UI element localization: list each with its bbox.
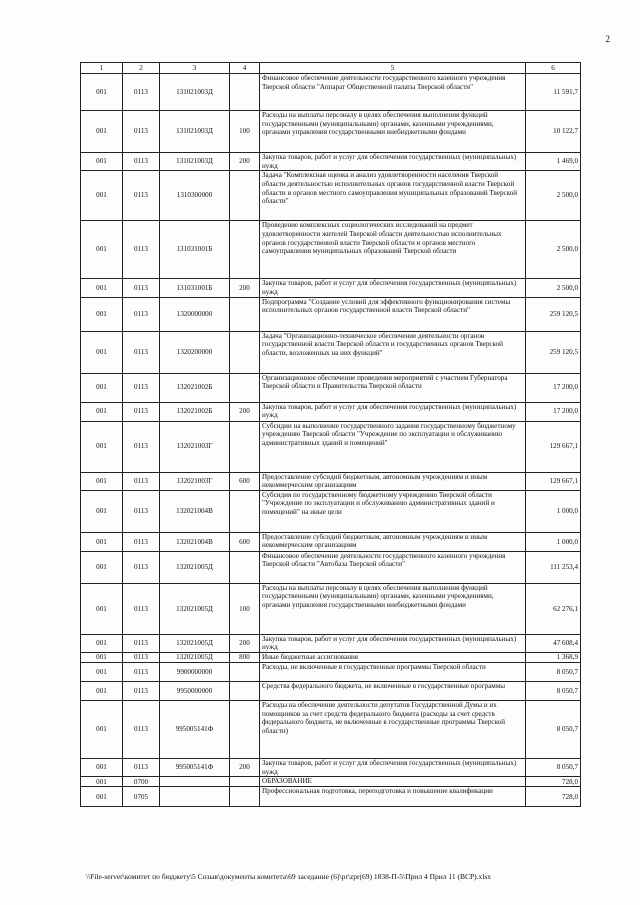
- cell-description: Закупка товаров, работ и услуг для обеспечения государственных (муниципальных) нужд: [260, 634, 526, 652]
- table-row: [81, 634, 581, 652]
- cell-grbs: 001: [81, 153, 123, 171]
- cell-target-article: 1320000000: [160, 297, 230, 331]
- cell-grbs: 001: [81, 297, 123, 331]
- cell-expense-type: 600: [230, 472, 260, 490]
- cell-amount: 129 667,1: [526, 421, 581, 472]
- table-row: [81, 421, 581, 472]
- cell-expense-type: [230, 663, 260, 682]
- cell-grbs: 001: [81, 373, 123, 402]
- table-row: [81, 402, 581, 421]
- col-header-6: 6: [526, 63, 581, 74]
- cell-grbs: 001: [81, 421, 123, 472]
- cell-description: Расходы на выплаты персоналу в целях обеспечения выполнения функций государственными (муниципальными) органами, казенными учреждениями, органами управления государственными внебюджетными фондами: [260, 583, 526, 634]
- cell-target-article: 132021005Д: [160, 551, 230, 583]
- cell-expense-type: [230, 777, 260, 787]
- cell-description: Закупка товаров, работ и услуг для обеспечения государственных (муниципальных) нужд: [260, 759, 526, 777]
- cell-amount: 259 120,5: [526, 331, 581, 373]
- cell-description: Средства федерального бюджета, не включенные в государственные программы: [260, 682, 526, 701]
- cell-amount: 728,0: [526, 777, 581, 787]
- cell-expense-type: 600: [230, 532, 260, 551]
- cell-expense-type: [230, 373, 260, 402]
- table-row: [81, 331, 581, 373]
- cell-target-article: 132021005Д: [160, 653, 230, 663]
- table-row: [81, 297, 581, 331]
- cell-description: Расходы на выплаты персоналу в целях обеспечения выполнения функций государственными (муниципальными) органами, казенными учреждениями, органами управления государственными внебюджетными фондами: [260, 111, 526, 153]
- cell-grbs: 001: [81, 171, 123, 221]
- cell-amount: 2 500,0: [526, 171, 581, 221]
- cell-target-article: 995005141Ф: [160, 759, 230, 777]
- cell-amount: 1 000,0: [526, 490, 581, 532]
- cell-section: 0113: [123, 653, 160, 663]
- cell-target-article: 132021003Г: [160, 421, 230, 472]
- cell-target-article: [160, 787, 230, 807]
- cell-grbs: 001: [81, 759, 123, 777]
- cell-description: Финансовое обеспечение деятельности государственного казенного учреждения Тверской области "Автобаза Тверской области": [260, 551, 526, 583]
- cell-grbs: 001: [81, 634, 123, 652]
- cell-description: Предоставление субсидий бюджетным, автономным учреждениям и иным некоммерческим организациям: [260, 532, 526, 551]
- cell-section: 0705: [123, 787, 160, 807]
- cell-target-article: 132021002Б: [160, 373, 230, 402]
- cell-expense-type: 100: [230, 583, 260, 634]
- cell-description: Предоставление субсидий бюджетным, автономным учреждениям и иным некоммерческим организациям: [260, 472, 526, 490]
- cell-amount: 8 050,7: [526, 663, 581, 682]
- cell-section: 0113: [123, 759, 160, 777]
- table-row: [81, 279, 581, 297]
- table-row: [81, 759, 581, 777]
- table-row: [81, 653, 581, 663]
- cell-grbs: 001: [81, 787, 123, 807]
- cell-description: Финансовое обеспечение деятельности государственного казенного учреждения Тверской области "Аппарат Общественной палаты Тверской области": [260, 74, 526, 111]
- cell-expense-type: [230, 421, 260, 472]
- cell-section: 0113: [123, 634, 160, 652]
- col-header-4: 4: [230, 63, 260, 74]
- cell-amount: 2 500,0: [526, 221, 581, 279]
- cell-section: 0113: [123, 472, 160, 490]
- cell-grbs: 001: [81, 490, 123, 532]
- cell-grbs: 001: [81, 532, 123, 551]
- cell-target-article: 1310300000: [160, 171, 230, 221]
- cell-section: 0113: [123, 331, 160, 373]
- cell-grbs: 001: [81, 583, 123, 634]
- cell-section: 0113: [123, 551, 160, 583]
- cell-target-article: 131021003Д: [160, 153, 230, 171]
- cell-target-article: [160, 777, 230, 787]
- cell-amount: 1 000,0: [526, 532, 581, 551]
- cell-grbs: 001: [81, 682, 123, 701]
- cell-amount: 111 253,4: [526, 551, 581, 583]
- cell-expense-type: [230, 221, 260, 279]
- cell-expense-type: [230, 331, 260, 373]
- cell-section: 0113: [123, 701, 160, 759]
- table-row: [81, 777, 581, 787]
- cell-section: 0113: [123, 532, 160, 551]
- cell-section: 0113: [123, 153, 160, 171]
- cell-section: 0113: [123, 682, 160, 701]
- table-row: [81, 111, 581, 153]
- footer-file-path: \\File-server\комитет по бюджету\5 Созыв\документы комитета\69 заседание (6)\pr\zpr(69) 1838-П-5\Прил 4 Прил 11 (ВСР).xlsx: [86, 872, 492, 881]
- cell-grbs: 001: [81, 653, 123, 663]
- cell-expense-type: 200: [230, 279, 260, 297]
- table-row: [81, 787, 581, 807]
- cell-section: 0113: [123, 402, 160, 421]
- table-row: [81, 74, 581, 111]
- cell-description: Закупка товаров, работ и услуг для обеспечения государственных (муниципальных) нужд: [260, 402, 526, 421]
- cell-section: 0113: [123, 421, 160, 472]
- cell-section: 0113: [123, 279, 160, 297]
- cell-expense-type: 200: [230, 634, 260, 652]
- cell-target-article: 132021004В: [160, 490, 230, 532]
- cell-amount: 8 050,7: [526, 759, 581, 777]
- cell-amount: 17 200,0: [526, 373, 581, 402]
- cell-description: Задача "Комплексная оценка и анализ удовлетворенности населения Тверской области деятельностью исполнительных органов государственной власти Тверской области и органов местного самоуправления муниципальных образований Тверской области": [260, 171, 526, 221]
- cell-amount: 47 608,4: [526, 634, 581, 652]
- cell-grbs: 001: [81, 111, 123, 153]
- cell-description: Профессиональная подготовка, переподготовка и повышение квалификации: [260, 787, 526, 807]
- table-row: [81, 490, 581, 532]
- cell-description: Расходы, не включенные в государственные программы Тверской области: [260, 663, 526, 682]
- table-header-row: [81, 63, 581, 74]
- cell-amount: 129 667,1: [526, 472, 581, 490]
- budget-table: [80, 62, 581, 807]
- cell-expense-type: [230, 171, 260, 221]
- table-row: [81, 171, 581, 221]
- cell-target-article: 995005141Ф: [160, 701, 230, 759]
- cell-target-article: 9900000000: [160, 663, 230, 682]
- cell-expense-type: [230, 297, 260, 331]
- cell-description: Закупка товаров, работ и услуг для обеспечения государственных (муниципальных) нужд: [260, 153, 526, 171]
- col-header-1: 1: [81, 63, 123, 74]
- cell-target-article: 9950000000: [160, 682, 230, 701]
- cell-grbs: 001: [81, 402, 123, 421]
- cell-grbs: 001: [81, 701, 123, 759]
- cell-section: 0113: [123, 221, 160, 279]
- cell-expense-type: 800: [230, 653, 260, 663]
- cell-expense-type: [230, 490, 260, 532]
- cell-expense-type: [230, 551, 260, 583]
- cell-amount: 10 122,7: [526, 111, 581, 153]
- cell-amount: 728,0: [526, 787, 581, 807]
- cell-expense-type: [230, 74, 260, 111]
- table-row: [81, 551, 581, 583]
- cell-description: Проведение комплексных социологических исследований на предмет удовлетворенности жителей Тверской области деятельностью исполнительных органов государственной власти Тверской области и органов местного самоуправления муниципальных образований Тверской области: [260, 221, 526, 279]
- col-header-3: 3: [160, 63, 230, 74]
- cell-grbs: 001: [81, 74, 123, 111]
- page-number: 2: [605, 34, 610, 44]
- cell-amount: 8 050,7: [526, 701, 581, 759]
- cell-expense-type: [230, 682, 260, 701]
- cell-section: 0113: [123, 490, 160, 532]
- cell-target-article: 131021003Д: [160, 74, 230, 111]
- cell-description: Задача "Организационно-техническое обеспечение деятельности органов государственной власти Тверской области и государственных органов Тверской области, возложенных на них функций": [260, 331, 526, 373]
- table-row: [81, 682, 581, 701]
- cell-section: 0113: [123, 74, 160, 111]
- cell-description: Иные бюджетные ассигнования: [260, 653, 526, 663]
- col-header-2: 2: [123, 63, 160, 74]
- cell-section: 0113: [123, 583, 160, 634]
- table-row: [81, 583, 581, 634]
- cell-target-article: 131021003Д: [160, 111, 230, 153]
- cell-target-article: 132021003Г: [160, 472, 230, 490]
- cell-amount: 8 050,7: [526, 682, 581, 701]
- cell-grbs: 001: [81, 331, 123, 373]
- cell-target-article: 131031001Б: [160, 221, 230, 279]
- table-row: [81, 701, 581, 759]
- cell-expense-type: 200: [230, 759, 260, 777]
- cell-section: 0113: [123, 663, 160, 682]
- table-row: [81, 153, 581, 171]
- cell-grbs: 001: [81, 221, 123, 279]
- cell-section: 0113: [123, 111, 160, 153]
- cell-expense-type: [230, 787, 260, 807]
- cell-target-article: 1320200000: [160, 331, 230, 373]
- cell-grbs: 001: [81, 472, 123, 490]
- cell-description: Организационное обеспечение проведения мероприятий с участием Губернатора Тверской области и Правительства Тверской области: [260, 373, 526, 402]
- table-row: [81, 221, 581, 279]
- cell-expense-type: [230, 701, 260, 759]
- cell-description: Субсидии на выполнение государственного задания государственному бюджетному учреждению Тверской области "Учреждение по эксплуатации и обслуживанию административных зданий и помещений": [260, 421, 526, 472]
- cell-section: 0113: [123, 297, 160, 331]
- cell-grbs: 001: [81, 551, 123, 583]
- cell-description: Подпрограмма "Создание условий для эффективного функционирования системы исполнительных органов государственной власти Тверской области": [260, 297, 526, 331]
- cell-target-article: 131031001Б: [160, 279, 230, 297]
- cell-target-article: 132021005Д: [160, 634, 230, 652]
- table-row: [81, 472, 581, 490]
- cell-target-article: 132021002Б: [160, 402, 230, 421]
- cell-amount: 17 200,0: [526, 402, 581, 421]
- cell-description: Закупка товаров, работ и услуг для обеспечения государственных (муниципальных) нужд: [260, 279, 526, 297]
- cell-description: Расходы на обеспечение деятельности депутатов Государственной Думы и их помощников за счет средств федерального бюджета (расходы за счет средств федерального бюджета, не включенные в государственные программы Тверской области): [260, 701, 526, 759]
- cell-target-article: 132021004В: [160, 532, 230, 551]
- cell-grbs: 001: [81, 279, 123, 297]
- table-row: [81, 373, 581, 402]
- cell-grbs: 001: [81, 777, 123, 787]
- table-row: [81, 663, 581, 682]
- cell-amount: 62 276,1: [526, 583, 581, 634]
- cell-amount: 1 368,9: [526, 653, 581, 663]
- cell-target-article: 132021005Д: [160, 583, 230, 634]
- cell-description: Субсидия по государственному бюджетному учреждению Тверской области "Учреждение по эксплуатации и обслуживанию административных зданий и помещений" на иные цели: [260, 490, 526, 532]
- cell-amount: 259 120,5: [526, 297, 581, 331]
- cell-expense-type: 200: [230, 402, 260, 421]
- cell-expense-type: 200: [230, 153, 260, 171]
- table-row: [81, 532, 581, 551]
- cell-amount: 2 500,0: [526, 279, 581, 297]
- cell-amount: 11 591,7: [526, 74, 581, 111]
- cell-description: ОБРАЗОВАНИЕ: [260, 777, 526, 787]
- cell-section: 0700: [123, 777, 160, 787]
- cell-grbs: 001: [81, 663, 123, 682]
- cell-section: 0113: [123, 373, 160, 402]
- cell-section: 0113: [123, 171, 160, 221]
- cell-expense-type: 100: [230, 111, 260, 153]
- cell-amount: 1 469,0: [526, 153, 581, 171]
- col-header-5: 5: [260, 63, 526, 74]
